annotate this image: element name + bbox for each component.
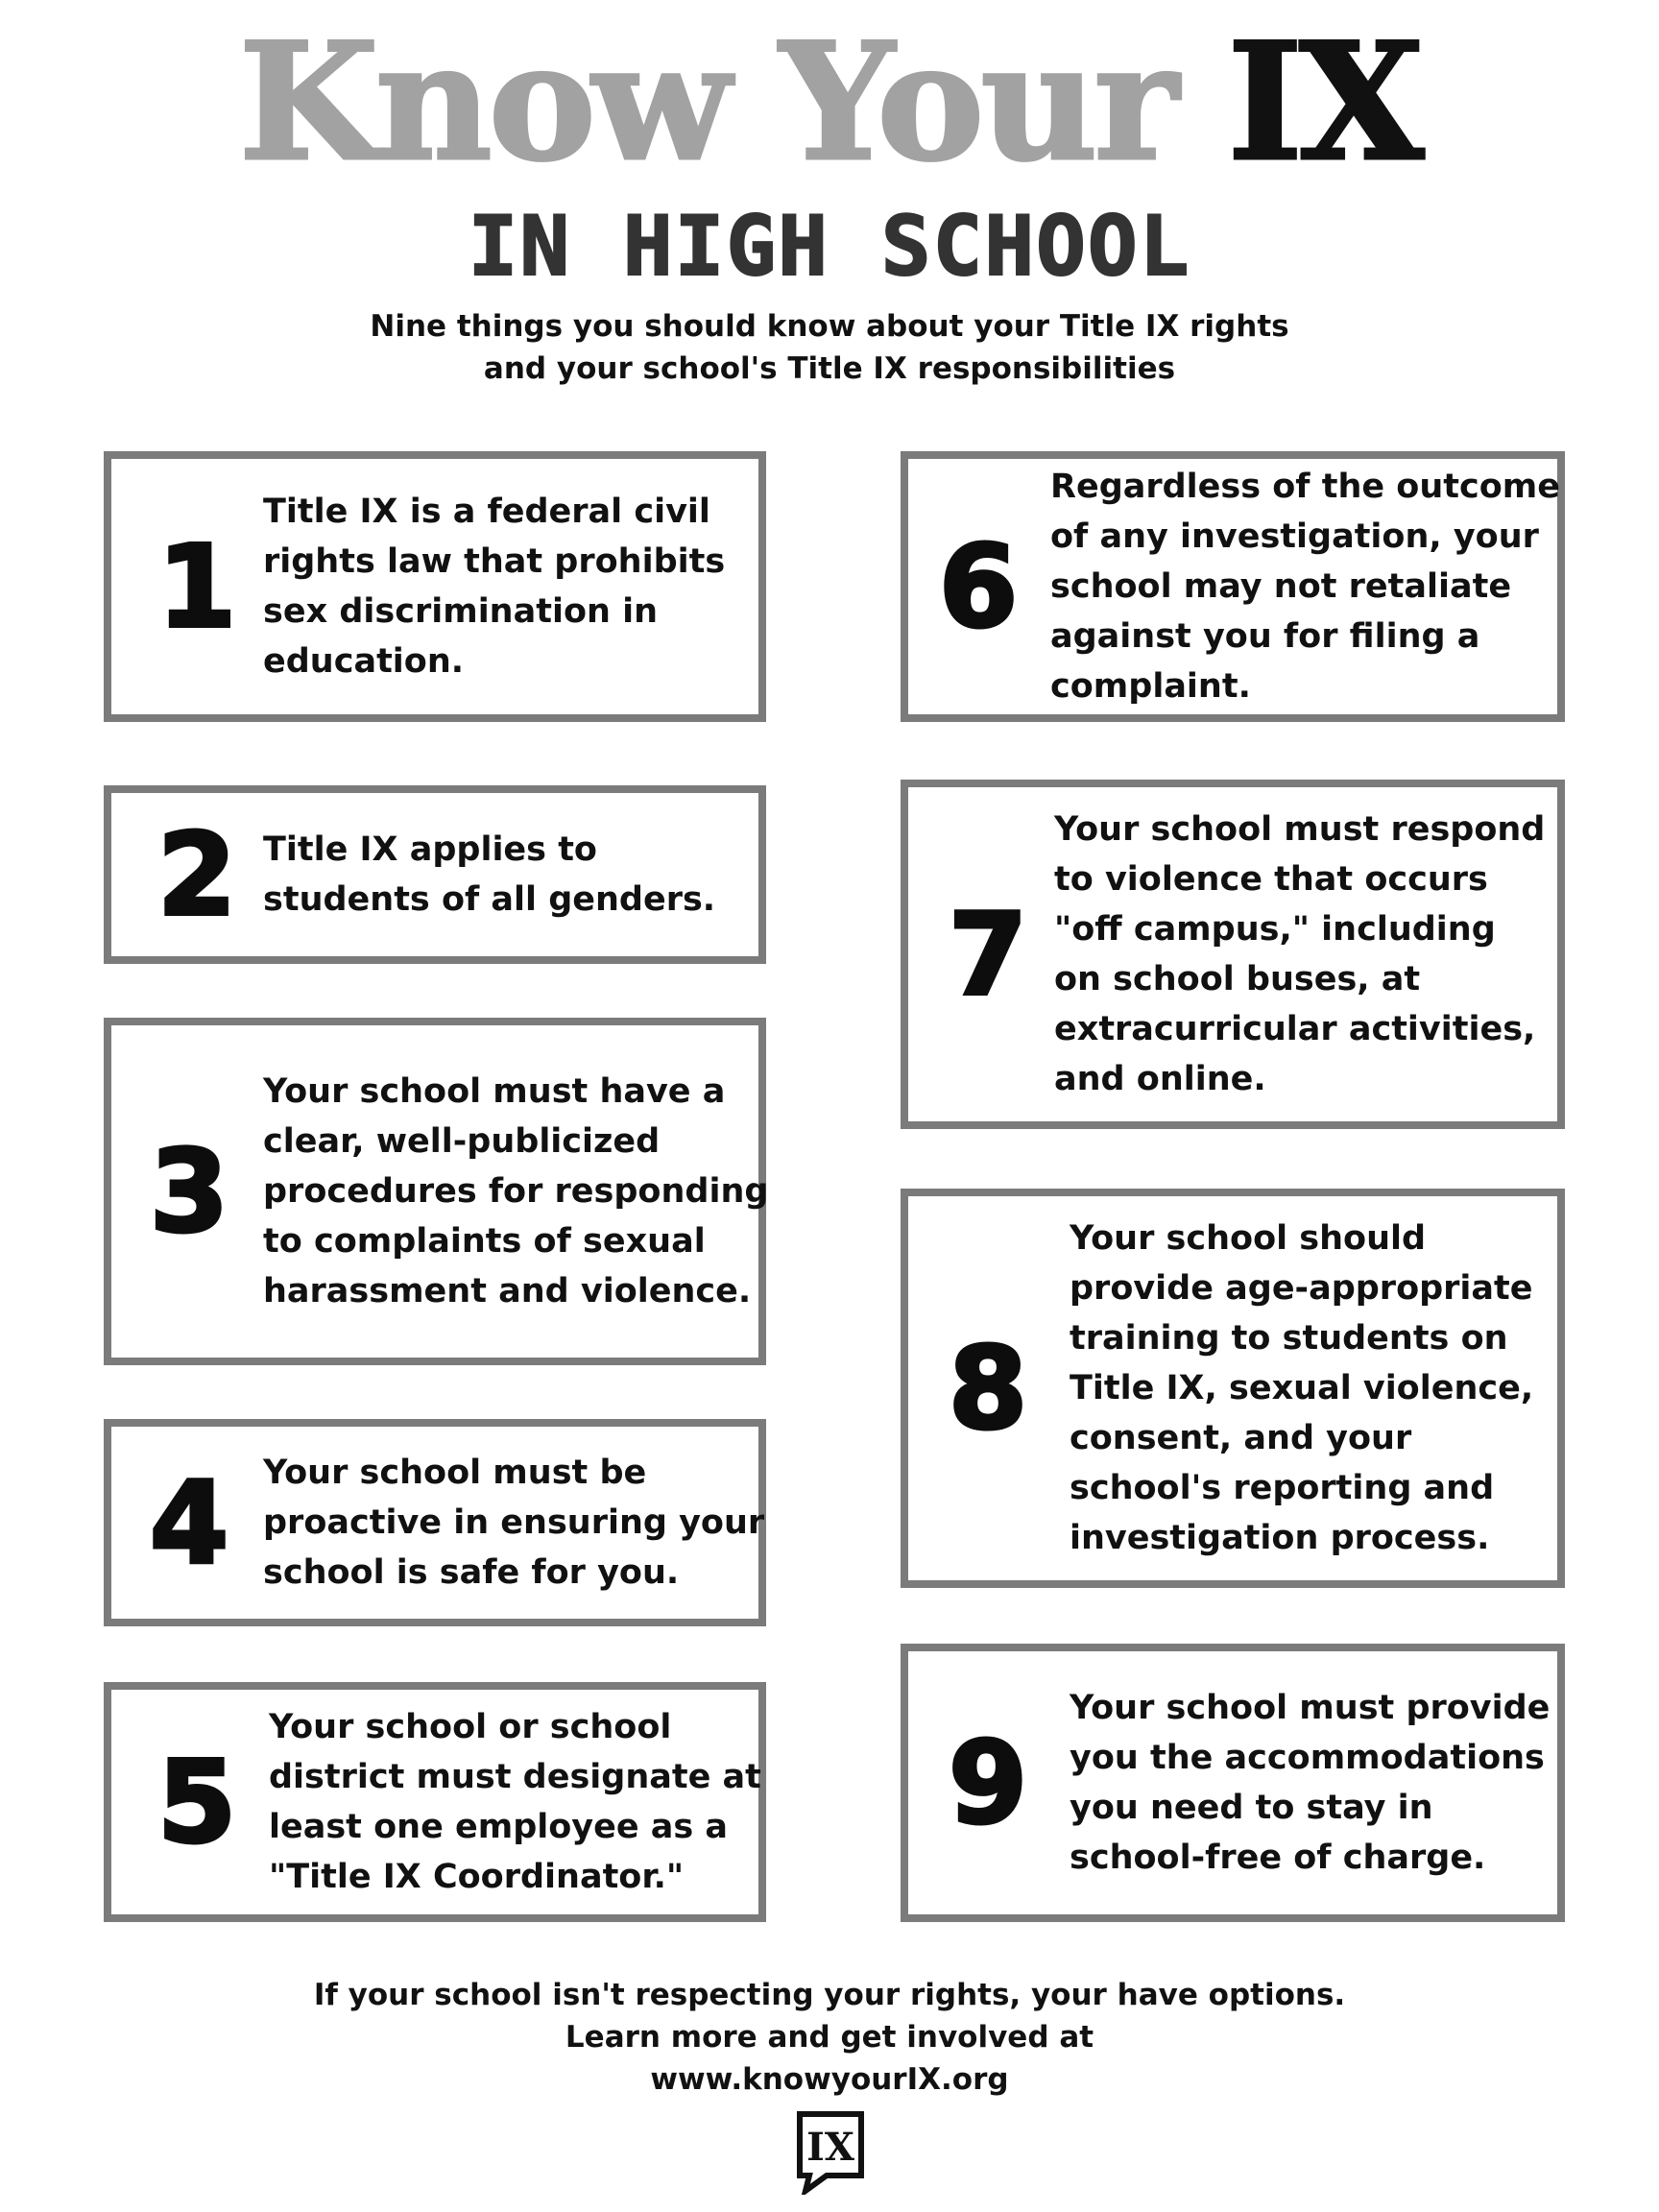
fact-line: Your school must provide: [1070, 1689, 1551, 1727]
fact-line: Title IX is a federal civil: [263, 493, 710, 531]
fact-line: school may not retaliate: [1050, 567, 1512, 606]
fact-text: [263, 487, 725, 686]
poster-header: [0, 7, 1659, 197]
fact-text: [263, 825, 715, 925]
fact-line: education.: [263, 642, 465, 681]
ix-speech-bubble-icon: [796, 2110, 865, 2195]
fact-box-2: [104, 785, 766, 964]
fact-number: 9: [949, 1717, 1028, 1849]
footer-url: www.knowyourIX.org: [650, 2062, 1009, 2097]
fact-number: 1: [157, 520, 237, 653]
fact-line: Your school should: [1070, 1219, 1427, 1258]
footer-line: If your school isn't respecting your rights, your have options.: [313, 1978, 1346, 2012]
fact-text: [263, 1067, 768, 1316]
intro-line: and your school's Title IX responsibilities: [483, 351, 1176, 386]
fact-text: [1054, 805, 1545, 1104]
fact-line: complaint.: [1050, 667, 1251, 706]
title-ix: IX: [1227, 7, 1421, 197]
fact-line: students of all genders.: [263, 880, 716, 919]
intro-text: [0, 305, 1659, 390]
fact-number: 3: [150, 1125, 229, 1258]
fact-line: investigation process.: [1070, 1519, 1490, 1557]
fact-line: training to students on: [1070, 1319, 1508, 1358]
fact-text: [1050, 462, 1560, 711]
fact-line: on school buses, at: [1054, 960, 1421, 998]
fact-line: Title IX applies to: [263, 830, 597, 869]
fact-text: [269, 1702, 761, 1902]
fact-box-4: [104, 1419, 766, 1626]
fact-line: consent, and your: [1070, 1419, 1412, 1457]
fact-line: Your school must be: [263, 1454, 647, 1492]
fact-line: Regardless of the outcome: [1050, 468, 1560, 506]
fact-line: procedures for responding: [263, 1172, 769, 1211]
fact-line: Title IX, sexual violence,: [1070, 1369, 1534, 1407]
fact-box-5: [104, 1682, 766, 1922]
fact-line: district must designate at: [269, 1758, 761, 1796]
fact-line: "Title IX Coordinator.": [269, 1858, 685, 1896]
fact-line: proactive in ensuring your: [263, 1503, 765, 1542]
logo-text: IX: [806, 2125, 854, 2170]
fact-line: extracurricular activities,: [1054, 1010, 1536, 1048]
fact-line: Your school or school: [269, 1708, 672, 1746]
fact-box-1: [104, 451, 766, 722]
fact-line: school-free of charge.: [1070, 1839, 1486, 1877]
fact-line: school's reporting and: [1070, 1469, 1495, 1507]
fact-line: harassment and violence.: [263, 1272, 752, 1310]
fact-line: provide age-appropriate: [1070, 1269, 1533, 1308]
fact-box-9: [901, 1644, 1565, 1922]
fact-line: Your school must respond: [1054, 810, 1546, 849]
fact-number: 8: [949, 1322, 1028, 1455]
fact-number: 6: [939, 520, 1019, 653]
fact-line: least one employee as a: [269, 1808, 729, 1846]
fact-line: of any investigation, your: [1050, 517, 1539, 556]
fact-line: to violence that occurs: [1054, 860, 1488, 899]
fact-text: [1070, 1683, 1550, 1883]
fact-line: clear, well-publicized: [263, 1122, 661, 1161]
fact-line: to complaints of sexual: [263, 1222, 706, 1261]
fact-text: [263, 1448, 764, 1598]
intro-line: Nine things you should know about your Title IX rights: [370, 309, 1289, 344]
fact-line: Your school must have a: [263, 1072, 726, 1111]
fact-number: 4: [150, 1456, 229, 1589]
fact-number: 5: [157, 1736, 237, 1868]
poster-footer: [0, 1974, 1659, 2101]
page-title: [0, 7, 1659, 197]
fact-box-6: [901, 451, 1565, 722]
fact-box-3: [104, 1018, 769, 1365]
footer-line: Learn more and get involved at: [565, 2020, 1094, 2055]
fact-line: you the accommodations: [1070, 1739, 1545, 1777]
fact-line: "off campus," including: [1054, 910, 1496, 949]
title-know-your: Know Your: [238, 7, 1228, 197]
fact-line: rights law that prohibits: [263, 542, 726, 581]
fact-line: school is safe for you.: [263, 1553, 680, 1592]
fact-number: 2: [157, 808, 237, 941]
fact-number: 7: [949, 888, 1028, 1021]
fact-line: and online.: [1054, 1060, 1266, 1098]
fact-line: against you for filing a: [1050, 617, 1480, 656]
fact-box-7: [901, 780, 1565, 1129]
page-subtitle: IN HIGH SCHOOL: [468, 199, 1191, 295]
fact-line: sex discrimination in: [263, 592, 659, 631]
fact-box-8: [901, 1189, 1565, 1588]
fact-line: you need to stay in: [1070, 1789, 1433, 1827]
fact-text: [1070, 1214, 1533, 1563]
